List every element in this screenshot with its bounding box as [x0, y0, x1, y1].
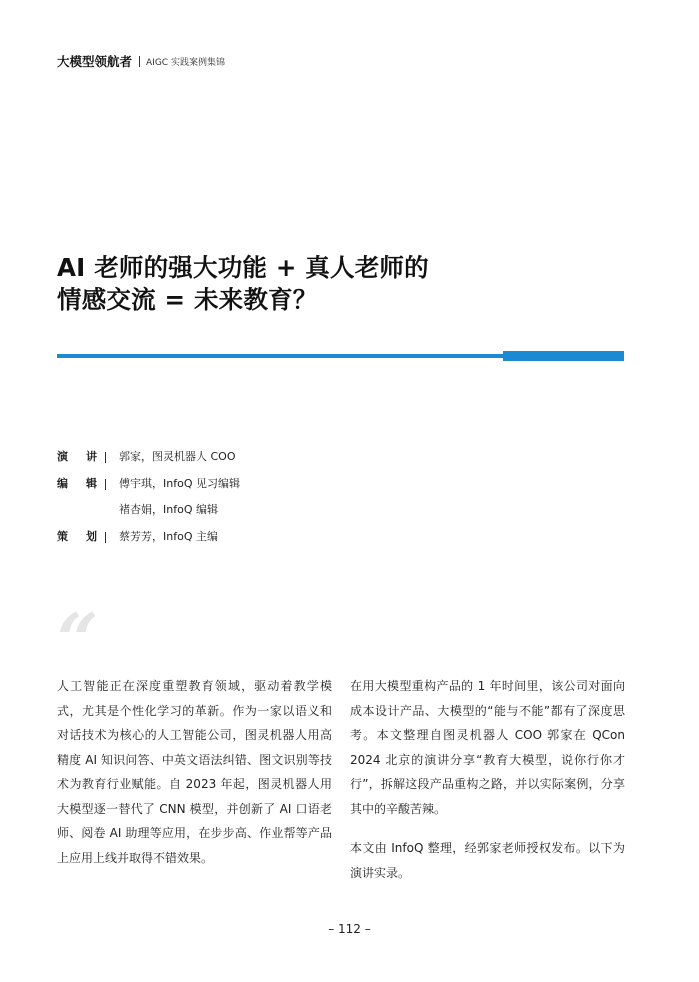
publication-subtitle: AIGC 实践案例集锦	[146, 57, 225, 68]
credit-value: 郭家，图灵机器人 COO	[119, 450, 236, 463]
page-number: – 112 –	[328, 922, 371, 936]
intro-paragraph-2: 在用大模型重构产品的 1 年时间里，该公司对面向成本设计产品、大模型的“能与不能”都有了深度思考。本文整理自图灵机器人 COO 郭家在 QCon 2024 北京的演讲分享“教育大模型，说你行你才行”，拆解这段产品重构之路，并以实际案例，分享其中的辛酸苦辣。	[350, 679, 625, 816]
running-header	[57, 52, 225, 70]
credit-value: 蔡芳芳，InfoQ 主编	[119, 529, 218, 543]
publication-title: 大模型领航者	[57, 54, 133, 69]
body-column-left	[57, 674, 332, 870]
credit-label: 编 辑	[57, 476, 97, 490]
credit-value: 褚杏娟，InfoQ 编辑	[119, 503, 218, 516]
intro-paragraph-3: 本文由 InfoQ 整理，经郭家老师授权发布。以下为演讲实录。	[350, 841, 625, 880]
credit-divider	[105, 532, 106, 543]
intro-paragraph: 人工智能正在深度重塑教育领域，驱动着教学模式，尤其是个性化学习的革新。作为一家以语义和对话技术为核心的人工智能公司，图灵机器人用高精度 AI 知识问答、中英文语法纠错、图文识别等技术为教育行业赋能。自 2023 年起，图灵机器人用大模型逐一替代了 CNN 模型，并创新了 AI 口语老师、阅卷 AI 助理等应用，在步步高、作业帮等产品上应用上线并取得不错效果。	[57, 679, 332, 865]
quote-mark-icon: “	[57, 597, 99, 682]
article-title	[57, 252, 429, 316]
credit-divider	[105, 452, 106, 463]
header-divider	[139, 56, 140, 67]
body-column-right	[350, 674, 625, 885]
credit-divider	[105, 479, 106, 490]
article-title-line-1: AI 老师的强大功能 + 真人老师的	[57, 253, 429, 282]
credit-label: 演 讲	[57, 450, 97, 463]
title-rule-accent	[503, 351, 624, 361]
article-title-line-2: 情感交流 = 未来教育？	[57, 285, 318, 314]
credit-label: 策 划	[57, 529, 97, 543]
credit-value: 傅宇琪，InfoQ 见习编辑	[119, 476, 240, 490]
